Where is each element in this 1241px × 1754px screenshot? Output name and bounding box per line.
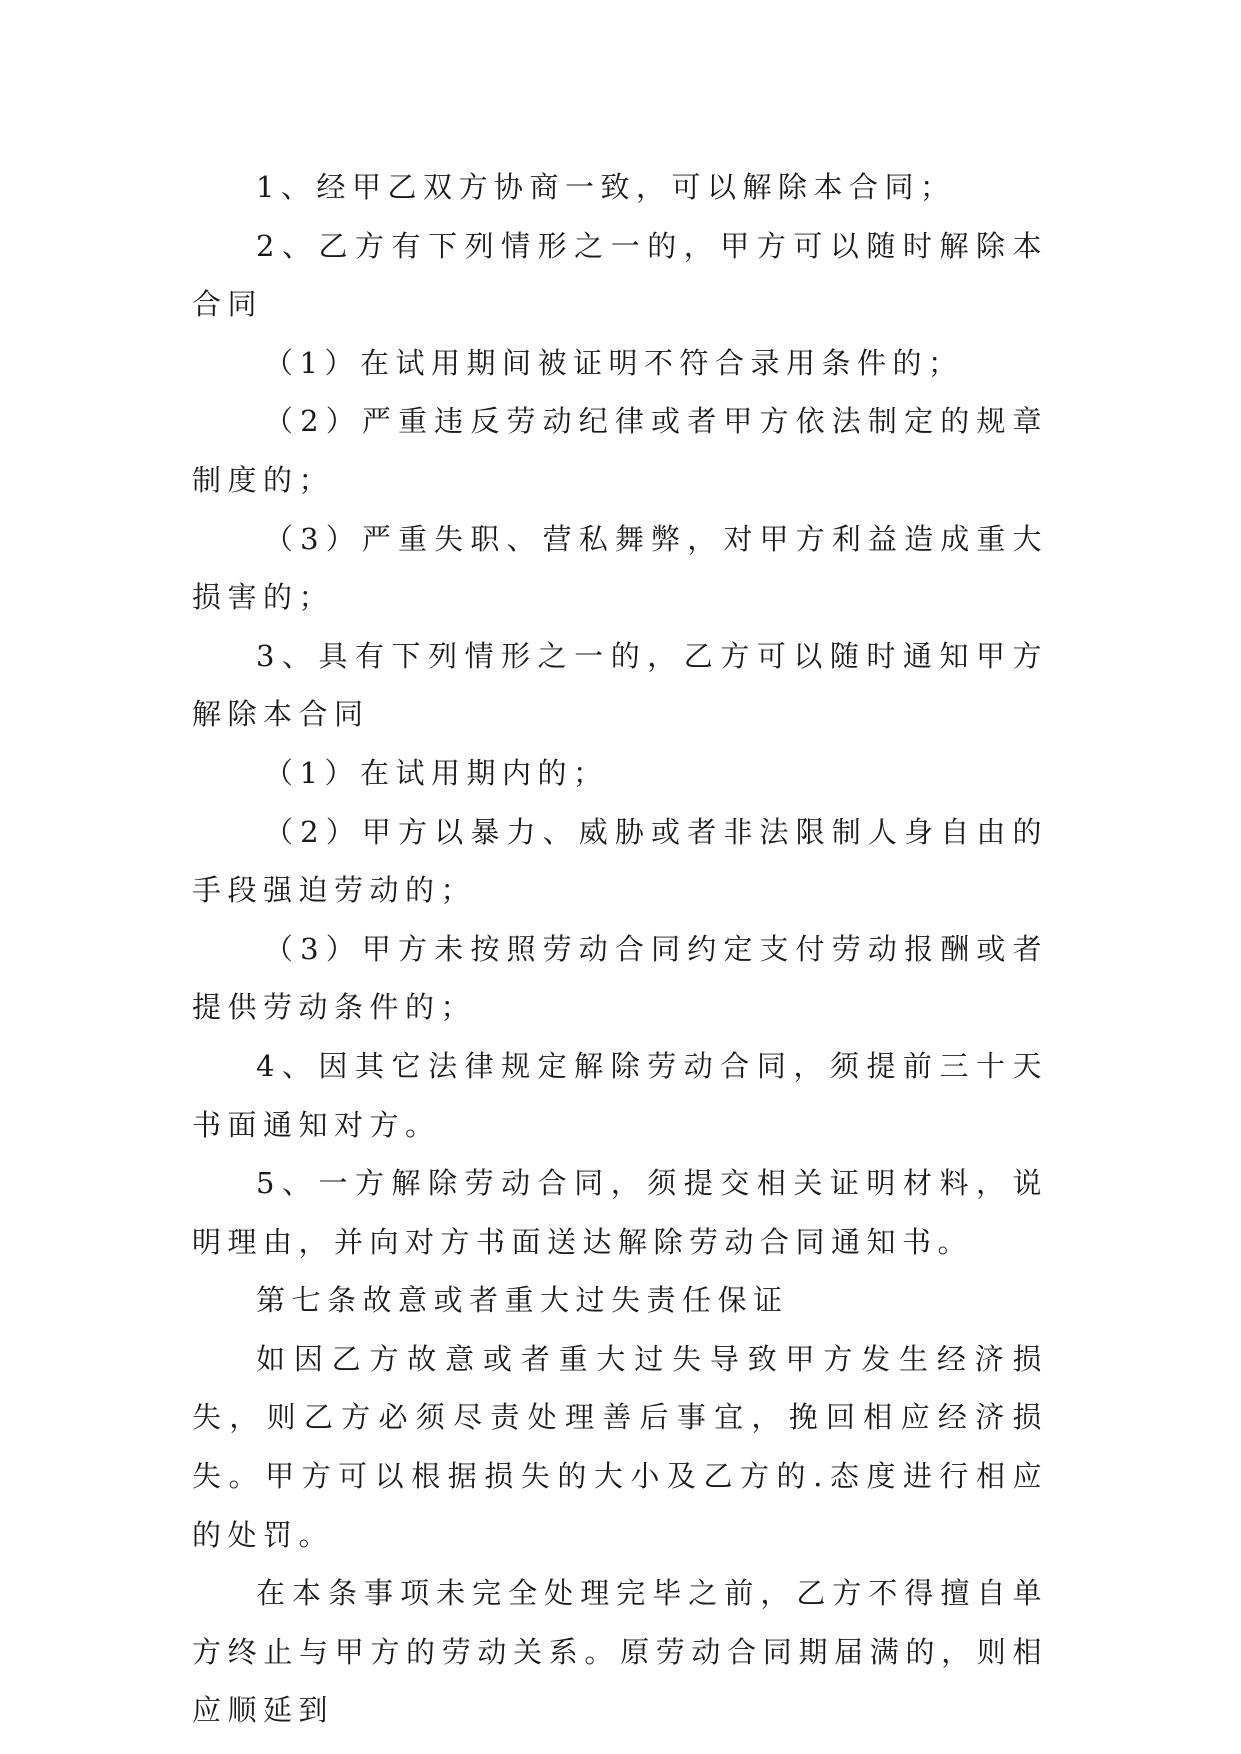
document-body [192,158,1048,1740]
clause-item-5: 5、一方解除劳动合同，须提交相关证明材料，说明理由，并向对方书面送达解除劳动合同通知书。 [192,1166,1048,1259]
clause-3-sub-1: （1）在试用期内的； [264,755,609,790]
clause-item-1: 1、经甲乙双方协商一致，可以解除本合同； [256,170,956,204]
clause-item-4: 4、因其它法律规定解除劳动合同，须提前三十天书面通知对方。 [192,1048,1048,1142]
clause-2-sub-2: （2）严重违反劳动纪律或者甲方依法制定的规章制度的； [192,404,1048,497]
clause-2-sub-3: （3）严重失职、营私舞弊，对甲方利益造成重大损害的； [192,521,1048,615]
section-heading-article-7: 第七条故意或者重大过失责任保证 [256,1283,789,1318]
article-7-paragraph-2: 在本条事项未完全处理完毕之前，乙方不得擅自单方终止与甲方的劳动关系。原劳动合同期届满的，则相应顺延到 [192,1576,1048,1728]
article-7-paragraph-1: 如因乙方故意或者重大过失导致甲方发生经济损失，则乙方必须尽责处理善后事宜，挽回相应经济损失。甲方可以根据损失的大小及乙方的.态度进行相应的处罚。 [192,1341,1048,1552]
clause-item-3: 3、具有下列情形之一的，乙方可以随时通知甲方解除本合同 [192,638,1048,732]
clause-3-sub-3: （3）甲方未按照劳动合同约定支付劳动报酬或者提供劳动条件的； [192,931,1048,1025]
clause-item-2: 2、乙方有下列情形之一的，甲方可以随时解除本合同 [192,228,1048,322]
clause-2-sub-1: （1）在试用期间被证明不符合录用条件的； [264,345,964,380]
clause-3-sub-2: （2）甲方以暴力、威胁或者非法限制人身自由的手段强迫劳动的； [192,814,1048,908]
